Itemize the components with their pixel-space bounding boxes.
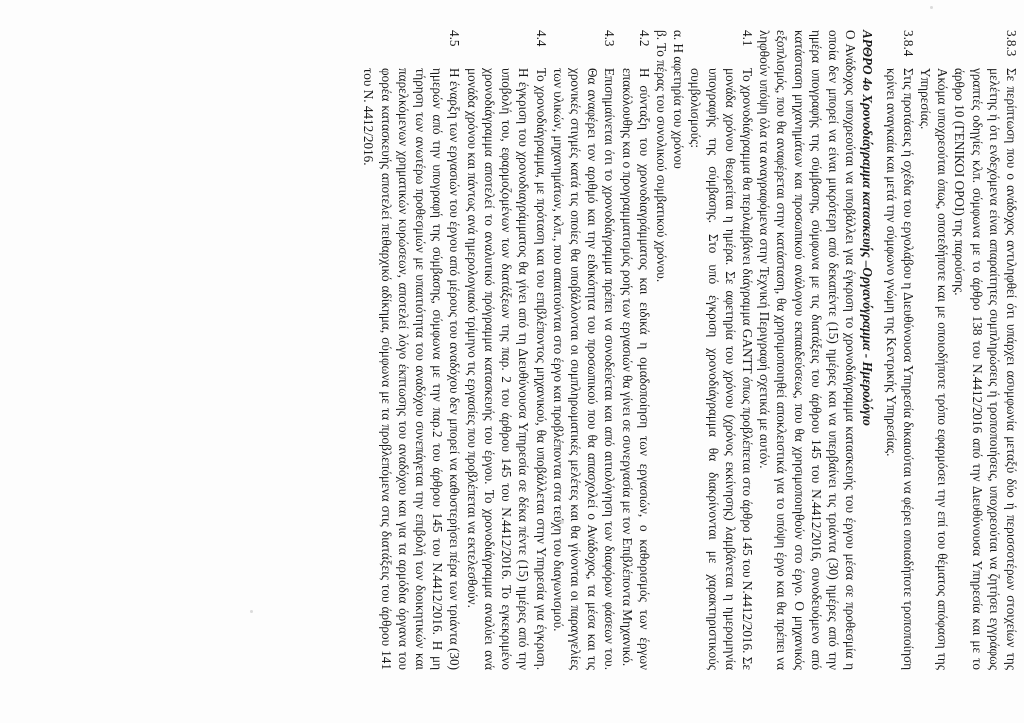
article-intro: Ο Ανάδοχος υποχρεούται να υποβάλλει για έγκριση το χρονοδιάγραμμα κατασκευής του έργου μέσα σε προθεσμία η οποία δεν μπορεί να είναι μικρότερη από δεκαπέντε (15) ημέρες και να υπερβαίνει τις τριάντα (30) ημέρες από την ημέρα υπογραφής της σύμβασης, σύμφωνα με τις διατάξεις του άρθρου 145 του Ν.4412/2016, συνοδευόμενο από κατάσταση μηχανημάτων και προσωπικού ανάλογου εκπαιδεύσεως, που θα χρησιμοποιηθούν στο έργο. Ο μηχανικός εξοπλισμός, που θα αναφέρεται στην κατάσταση, θα χρησιμοποιηθεί αποκλειστικά για το υπόψη έργο και θα πρέπει να ληφθούν υπόψη όλα τα αναγραφόμενα στην Τεχνική Περιγραφή σχετικά με αυτόν. xyxy=(757,30,859,670)
section-4-1 xyxy=(687,30,756,670)
section-4-5 xyxy=(360,30,463,670)
section-number: 4.1 xyxy=(739,30,755,47)
section-text: Σε περίπτωση που ο ανάδοχος αντιληφθεί ότι υπάρχει ασυμφωνία μεταξύ δύο ή περισσοτέρων στοιχείων της μελέτης ή ότι ενδεχόμενα είναι απαραίτητες συμπληρώσεις ή τροποποιήσεις, υποχρεούται να ζητήσει εγγράφως γραπτές οδηγίες κλπ. σύμφωνα με το άρθρο 138 του Ν.4412/2016 από την Διευθύνουσα Υπηρεσία και με το άρθρο 10 (ΓΕΝΙΚΟΙ ΟΡΟΙ) της παρούσης. xyxy=(952,68,1019,670)
section-number: 4.4 xyxy=(533,30,549,47)
section-4-3 xyxy=(550,30,619,670)
section-text: Το χρονοδιάγραμμα θα περιλαμβάνει διάγραμμα GANTT όπως προβλέπεται στο άρθρο 145 του Ν.4412/2016. Σε μονάδα χρόνου θεωρείται η ημέρα. Σε αφετηρία του χρόνου (χρόνος εκκίνησης) λαμβάνεται η ημερομηνία υπογραφής της σύμβασης. Στο υπό έγκριση χρονοδιάγραμμα θα διακρίνονται με χαρακτηριστικούς συμβολισμούς: xyxy=(688,68,755,670)
section-text: Ακόμα υποχρεούται όπως, οποτεδήποτε και με οποιοδήποτε τρόπο εφαρμόσει την επί του θέματος απόφαση της Υπηρεσίας. xyxy=(917,68,951,670)
section-text: Στις προτάσεις ή σχέδια του εργολάβου η Διευθύνουσα Υπηρεσία δικαιούται να φέρει οποιαδήποτε τροποποίηση κρίνει αναγκαία και μετά την σύμφωνο γνώμη της Κεντρικής Υπηρεσίας. xyxy=(883,68,916,670)
section-number: 4.3 xyxy=(602,30,618,47)
section-text: Το χρονοδιάγραμμα, με πρόταση και του επιβλέποντος μηχανικού, θα υποβάλλεται στην Υπηρεσία για έγκριση. Η έγκριση του χρονοδιαγράμματος θα γίνει από τη Διευθύνουσα Υπηρεσία σε δέκα πέντε (15) ημέρες από την υποβολή του, εφαρμοζομένων των διατάξεων της παρ. 2 του άρθρου 145 του Ν.4412/2016. Το εγκεκριμένο χρονοδιάγραμμα αποτελεί το αναλυτικό πρόγραμμα κατασκευής του έργου. Το χρονοδιάγραμμα αναλύει ανά μονάδα χρόνου και πάντως ανά ημερολογιακό τρίμηνο τις εργασίες που προβλέπεται να εκτελεσθούν. xyxy=(464,68,549,670)
section-3-8-4 xyxy=(882,30,916,670)
section-number: 3.8.3 xyxy=(1004,30,1019,57)
list-item-b: β. Το πέρας του συνολικού συμβατικού χρόνου. xyxy=(653,30,669,283)
section-3-8-3-extra xyxy=(917,30,951,670)
section-4-4 xyxy=(464,30,550,670)
section-4-2 xyxy=(618,30,652,670)
rotated-text-column xyxy=(14,0,1024,700)
section-text: Η σύνταξη του χρονοδιαγράμματος και ειδικά η ομαδοποίηση των εργασιών, ο καθορισμός των έργων επακόλουθης και ο προγραμματισμός ροής των εργασιών θα γίνει σε συνεργασία με τον Επιβλέποντα Μηχανικό. xyxy=(619,68,652,670)
section-text: Επισημαίνεται ότι το χρονοδιάγραμμα πρέπει να συνοδεύεται και από αιτιολόγηση των διαφόρων φάσεων του. Θα αναφέρει τον αριθμό και την ειδικότητα του προσωπικού που θα απασχολεί ο Ανάδοχος, τα μέσα και τις χρονικές στιγμές κατά τις οποίες θα υποβάλλονται οι συμπληρωματικές μελέτες και θα γίνονται οι παραγγελίες των υλικών, μηχανημάτων, κλπ., που απαιτούνται στο έργο και προβλέπονται στα τεύχη του διαγωνισμού. xyxy=(550,68,618,670)
list-item-a: α. Η αφετηρία του χρόνου xyxy=(671,30,687,169)
section-number: 3.8.4 xyxy=(900,30,916,57)
section-3-8-3 xyxy=(951,30,1020,670)
section-text: Η έναρξη των εργασιών του έργου από μέρους του αναδόχου δεν μπορεί να καθυστερήσει πέρα των τριάντα (30) ημερών από την υπογραφή της σύμβασης, σύμφωνα με την παρ.2 του άρθρου 145 του Ν.4412/2016. Η μη τήρηση των ανωτέρω προθεσμιών με υπαιτιότητα του αναδόχου συνεπάγεται την επιβολή των διοικητικών και παρελκόμενων χρηματικών κυρώσεων, αποτελεί λόγο έκπτωσης του αναδόχου και για τα αρμόδια όργανα του φορέα κατασκευής αποτελεί πειθαρχικό αδίκημα, σύμφωνα με τα προβλεπόμενα στις διατάξεις του άρθρου 141 του Ν. 4412/2016. xyxy=(361,68,463,670)
section-number: 4.5 xyxy=(447,30,463,47)
section-number: 4.2 xyxy=(636,30,652,47)
article-heading: ΑΡΘΡΟ 4ο Χρονοδιάγραμμα κατασκευής –Οργανόγραμμα - Ημερολόγιο xyxy=(860,30,876,426)
